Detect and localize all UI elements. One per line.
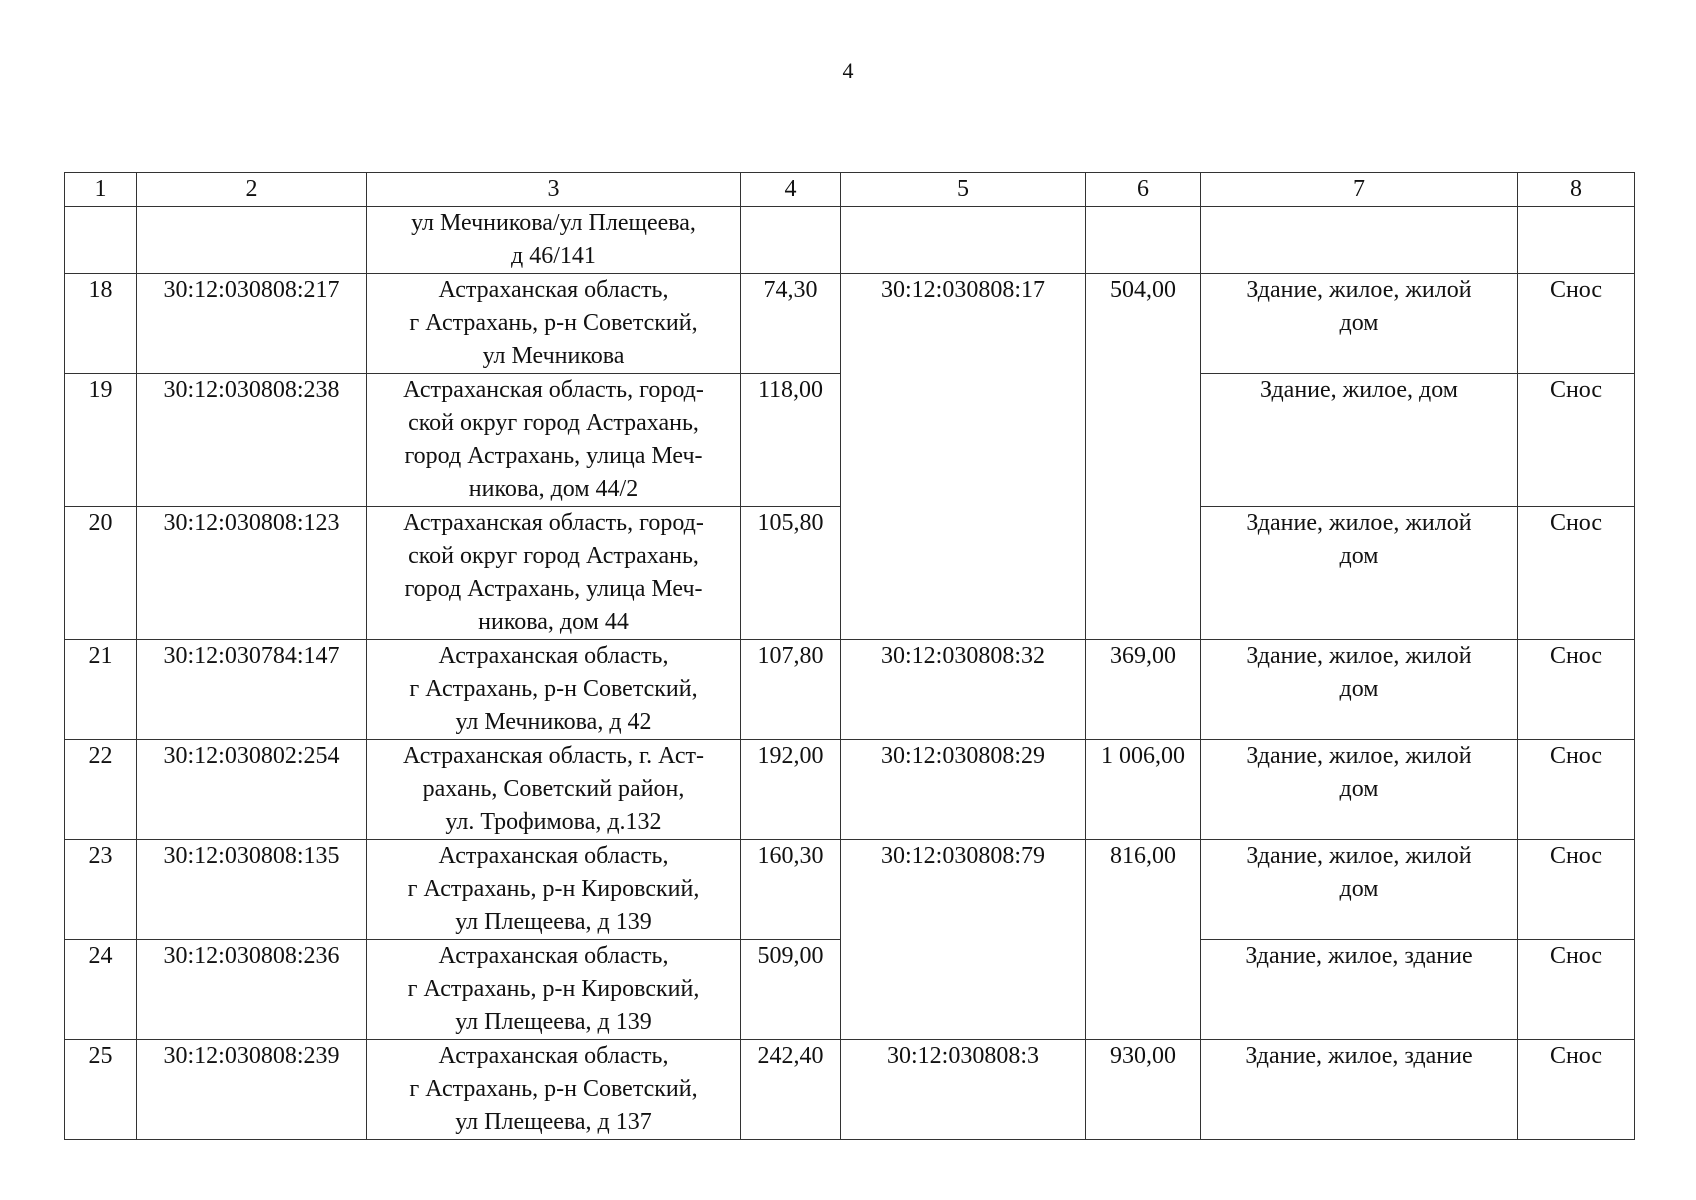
action-cell: Снос <box>1518 940 1635 1040</box>
action-cell <box>1518 207 1635 274</box>
purpose-cell: Здание, жилое, жилой дом <box>1201 274 1518 374</box>
table-row <box>65 207 1635 274</box>
land-cadastral-cell: 30:12:030808:3 <box>841 1040 1086 1140</box>
address-cell: Астраханская область, г Астрахань, р-н Советский, ул Плещеева, д 137 <box>367 1040 741 1140</box>
area-cell <box>741 207 841 274</box>
address-cell: Астраханская область, город- ской округ город Астрахань, город Астрахань, улица Меч- никова, дом 44/2 <box>367 374 741 507</box>
address-cell: Астраханская область, г. Аст- рахань, Советский район, ул. Трофимова, д.132 <box>367 740 741 840</box>
table-row <box>65 274 1635 374</box>
area-cell: 74,30 <box>741 274 841 374</box>
land-cadastral-cell: 30:12:030808:32 <box>841 640 1086 740</box>
land-area-cell <box>1086 207 1201 274</box>
cadastral-number-cell: 30:12:030808:217 <box>137 274 367 374</box>
row-number-cell: 22 <box>65 740 137 840</box>
area-cell: 107,80 <box>741 640 841 740</box>
action-cell: Снос <box>1518 507 1635 640</box>
row-number-cell: 19 <box>65 374 137 507</box>
purpose-cell: Здание, жилое, дом <box>1201 374 1518 507</box>
page-number: 4 <box>842 58 854 83</box>
address-cell: Астраханская область, г Астрахань, р-н Кировский, ул Плещеева, д 139 <box>367 940 741 1040</box>
table-row <box>65 640 1635 740</box>
row-number-cell: 18 <box>65 274 137 374</box>
row-number-cell: 25 <box>65 1040 137 1140</box>
row-number-cell: 24 <box>65 940 137 1040</box>
column-header: 4 <box>741 173 841 207</box>
area-cell: 118,00 <box>741 374 841 507</box>
column-header: 7 <box>1201 173 1518 207</box>
row-number-cell: 20 <box>65 507 137 640</box>
property-registry-table <box>64 172 1635 1140</box>
cadastral-number-cell: 30:12:030808:238 <box>137 374 367 507</box>
column-header: 5 <box>841 173 1086 207</box>
row-number-cell: 21 <box>65 640 137 740</box>
land-area-cell: 504,00 <box>1086 274 1201 640</box>
address-cell: Астраханская область, город- ской округ город Астрахань, город Астрахань, улица Меч- никова, дом 44 <box>367 507 741 640</box>
table-row <box>65 1040 1635 1140</box>
land-area-cell: 369,00 <box>1086 640 1201 740</box>
row-number-cell: 23 <box>65 840 137 940</box>
land-cadastral-cell <box>841 207 1086 274</box>
address-cell: Астраханская область, г Астрахань, р-н Кировский, ул Плещеева, д 139 <box>367 840 741 940</box>
cadastral-number-cell: 30:12:030808:239 <box>137 1040 367 1140</box>
column-number-row <box>65 173 1635 207</box>
cadastral-number-cell: 30:12:030808:135 <box>137 840 367 940</box>
purpose-cell: Здание, жилое, жилой дом <box>1201 507 1518 640</box>
land-area-cell: 816,00 <box>1086 840 1201 1040</box>
action-cell: Снос <box>1518 640 1635 740</box>
area-cell: 192,00 <box>741 740 841 840</box>
action-cell: Снос <box>1518 1040 1635 1140</box>
purpose-cell: Здание, жилое, здание <box>1201 1040 1518 1140</box>
column-header: 8 <box>1518 173 1635 207</box>
purpose-cell: Здание, жилое, жилой дом <box>1201 840 1518 940</box>
cadastral-number-cell: 30:12:030784:147 <box>137 640 367 740</box>
action-cell: Снос <box>1518 840 1635 940</box>
land-area-cell: 1 006,00 <box>1086 740 1201 840</box>
column-header: 2 <box>137 173 367 207</box>
purpose-cell: Здание, жилое, здание <box>1201 940 1518 1040</box>
row-number-cell <box>65 207 137 274</box>
purpose-cell: Здание, жилое, жилой дом <box>1201 740 1518 840</box>
cadastral-number-cell: 30:12:030808:123 <box>137 507 367 640</box>
table-row <box>65 740 1635 840</box>
cadastral-number-cell: 30:12:030802:254 <box>137 740 367 840</box>
action-cell: Снос <box>1518 374 1635 507</box>
address-cell: Астраханская область, г Астрахань, р-н Советский, ул Мечникова <box>367 274 741 374</box>
address-cell: Астраханская область, г Астрахань, р-н Советский, ул Мечникова, д 42 <box>367 640 741 740</box>
address-cell: ул Мечникова/ул Плещеева, д 46/141 <box>367 207 741 274</box>
land-cadastral-cell: 30:12:030808:29 <box>841 740 1086 840</box>
area-cell: 105,80 <box>741 507 841 640</box>
cadastral-number-cell: 30:12:030808:236 <box>137 940 367 1040</box>
action-cell: Снос <box>1518 740 1635 840</box>
purpose-cell: Здание, жилое, жилой дом <box>1201 640 1518 740</box>
area-cell: 160,30 <box>741 840 841 940</box>
cadastral-number-cell <box>137 207 367 274</box>
area-cell: 242,40 <box>741 1040 841 1140</box>
column-header: 3 <box>367 173 741 207</box>
action-cell: Снос <box>1518 274 1635 374</box>
column-header: 1 <box>65 173 137 207</box>
land-area-cell: 930,00 <box>1086 1040 1201 1140</box>
purpose-cell <box>1201 207 1518 274</box>
land-cadastral-cell: 30:12:030808:79 <box>841 840 1086 1040</box>
column-header: 6 <box>1086 173 1201 207</box>
table-row <box>65 840 1635 940</box>
land-cadastral-cell: 30:12:030808:17 <box>841 274 1086 640</box>
area-cell: 509,00 <box>741 940 841 1040</box>
